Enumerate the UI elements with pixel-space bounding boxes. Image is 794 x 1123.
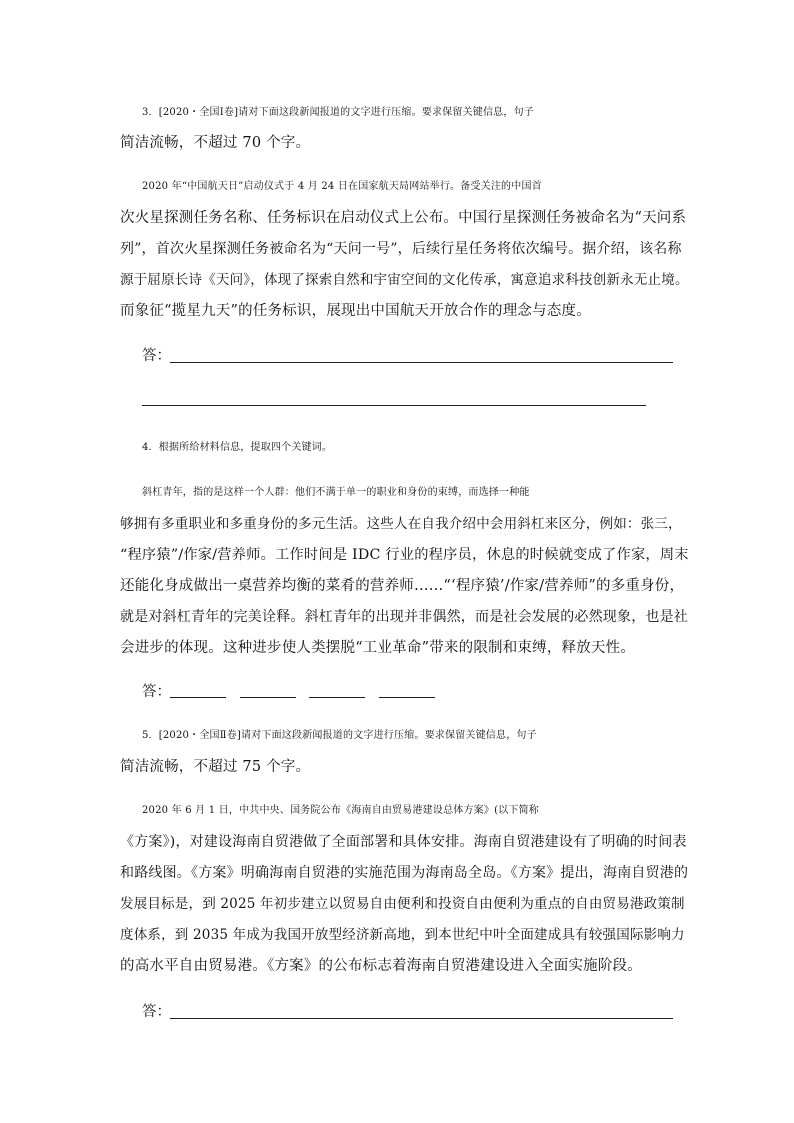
q5-answer-label: 答： xyxy=(142,1004,171,1020)
q5-prompt-line-1: 5．[2020・全国Ⅱ卷]请对下面这段新闻报道的文字进行压缩。要求保留关键信息，句子 xyxy=(142,730,537,741)
q4-passage-line-3: “程序猿”/作家/营养师。工作时间是 IDC 行业的程序员，休息的时候就变成了作家，周末 xyxy=(120,547,689,563)
q3-passage-line-5: 而象征“揽星九天”的任务标识，展现出中国航天开放合作的理念与态度。 xyxy=(120,303,591,319)
q3-answer-label: 答： xyxy=(142,348,171,364)
q4-prompt-line-1: 4．根据所给材料信息，提取四个关键词。 xyxy=(142,442,333,453)
q4-keyword-blank-3[interactable] xyxy=(309,697,365,698)
q5-passage-line-2: 《方案》)，对建设海南自贸港做了全面部署和具体安排。海南自贸港建设有了明确的时间表 xyxy=(120,834,687,850)
q3-passage-line-4: 源于屈原长诗《天问》，体现了探索自然和宇宙空间的文化传承，寓意追求科技创新永无止境。 xyxy=(120,272,689,288)
q4-keyword-blank-1[interactable] xyxy=(170,697,226,698)
q5-prompt-line-2: 简洁流畅，不超过 75 个字。 xyxy=(120,759,311,775)
q4-keyword-blank-4[interactable] xyxy=(379,697,435,698)
q3-passage-line-2: 次火星探测任务名称、任务标识在启动仪式上公布。中国行星探测任务被命名为“天问系 xyxy=(120,210,687,226)
q5-passage-line-4: 发展目标是，到 2025 年初步建立以贸易自由便利和投资自由便利为重点的自由贸易港政策制 xyxy=(120,896,685,912)
q4-answer-label: 答： xyxy=(142,684,171,700)
q3-answer-line-2[interactable] xyxy=(142,405,646,406)
q5-passage-line-5: 度体系，到 2035 年成为我国开放型经济新高地，到本世纪中叶全面建成具有较强国际影响力 xyxy=(120,927,685,943)
q5-passage-line-3: 和路线图。《方案》明确海南自贸港的实施范围为海南岛全岛。《方案》提出，海南自贸港的 xyxy=(120,865,689,881)
q5-passage-line-6: 的高水平自由贸易港。《方案》的公布标志着海南自贸港建设进入全面实施阶段。 xyxy=(120,958,642,974)
q4-passage-line-1: 斜杠青年，指的是这样一个人群：他们不满于单一的职业和身份的束缚，而选择一种能 xyxy=(142,487,530,498)
q3-passage-line-3: 列”，首次火星探测任务被命名为“天问一号”，后续行星任务将依次编号。据介绍，该名称 xyxy=(120,241,682,257)
q4-passage-line-4: 还能化身成做出一桌营养均衡的菜肴的营养师……“‘程序猿’/作家/营养师”的多重身份， xyxy=(120,578,685,594)
q5-answer-line-1[interactable] xyxy=(170,1018,673,1019)
q4-passage-line-5: 就是对斜杠青年的完美诠释。斜杠青年的出现并非偶然，而是社会发展的必然现象，也是社 xyxy=(120,609,688,625)
q4-passage-line-6: 会进步的体现。这种进步使人类摆脱“工业革命”带来的限制和束缚，释放天性。 xyxy=(120,640,636,656)
q3-prompt-line-1: 3．[2020・全国Ⅰ卷]请对下面这段新闻报道的文字进行压缩。要求保留关键信息，句子 xyxy=(142,107,534,118)
q4-passage-line-2: 够拥有多重职业和多重身份的多元生活。这些人在自我介绍中会用斜杠来区分，例如：张三， xyxy=(120,516,682,532)
q4-keyword-blank-2[interactable] xyxy=(240,697,296,698)
q5-passage-line-1: 2020 年 6 月 1 日，中共中央、国务院公布《海南自由贸易港建设总体方案》(以下简称 xyxy=(142,805,539,816)
q3-prompt-line-2: 简洁流畅，不超过 70 个字。 xyxy=(120,135,311,151)
q3-answer-line-1[interactable] xyxy=(170,362,673,363)
q3-passage-line-1: 2020 年“中国航天日”启动仪式于 4 月 24 日在国家航天局网站举行。备受关注的中国首 xyxy=(142,181,542,192)
